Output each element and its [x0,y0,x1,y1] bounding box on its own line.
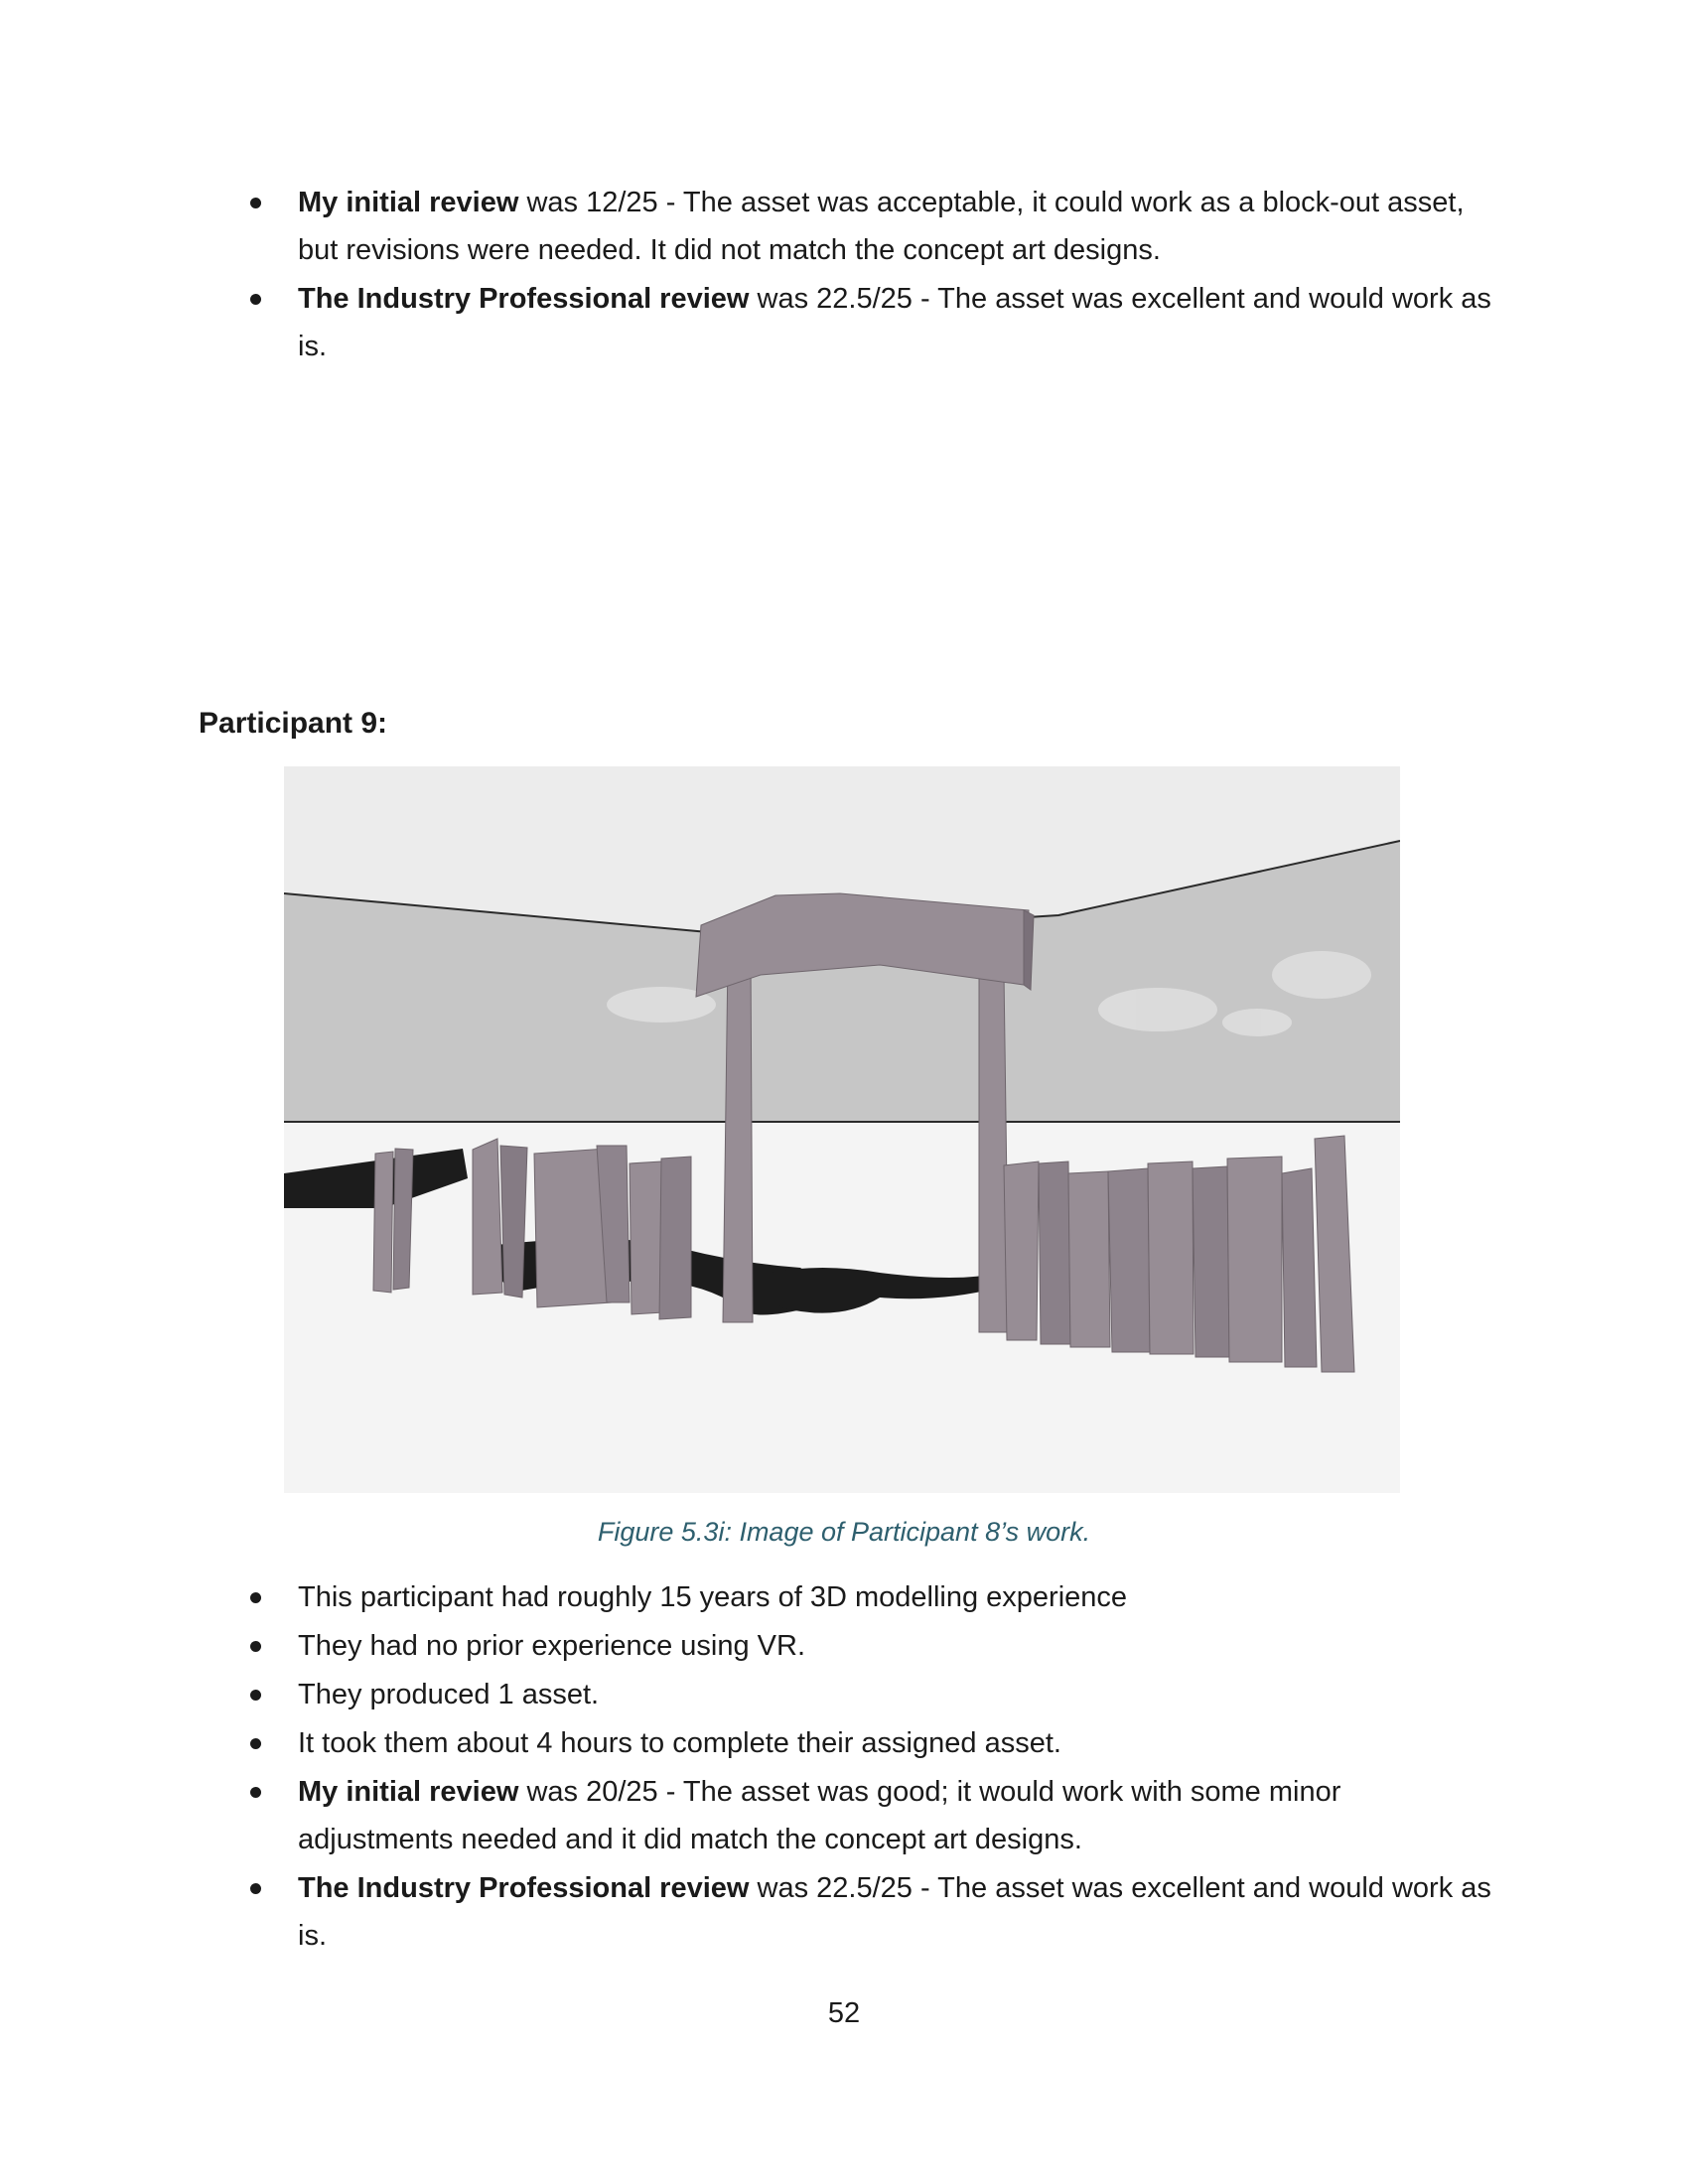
bullet-icon [250,1787,261,1798]
list-item [248,1622,1499,1670]
list-item-bold: My initial review [298,187,519,218]
participant-work-image [284,766,1400,1493]
list-item-text: was 20/25 - The asset was good; it would work with some minor adjustments needed and it did match the concept art designs. [298,1776,1341,1855]
page-number: 52 [827,1997,861,2029]
bullet-icon [250,198,261,208]
bullet-icon [250,1592,261,1603]
list-item-bold: My initial review [298,1776,519,1808]
list-item [248,1573,1499,1621]
list-item [248,179,1499,274]
list-item [248,1719,1499,1767]
bullet-icon [250,1738,261,1749]
bullet-icon [250,1883,261,1894]
list-item-bold: The Industry Professional review [298,1872,750,1904]
list-item-text: was 22.5/25 - The asset was excellent and would work as is. [298,1872,1491,1952]
list-item-text: They produced 1 asset. [298,1679,600,1710]
review-list-previous [248,179,1499,371]
list-item-bold: The Industry Professional review [298,283,750,315]
figure-caption: Figure 5.3i: Image of Participant 8’s work. [597,1517,1091,1547]
list-item-text: They had no prior experience using VR. [298,1630,806,1662]
bullet-icon [250,1641,261,1652]
bullet-icon [250,294,261,305]
list-item-text: was 12/25 - The asset was acceptable, it could work as a block-out asset, but revisions were needed. It did not match the concept art designs. [298,187,1465,266]
list-item [248,1864,1499,1960]
list-item-text: It took them about 4 hours to complete their assigned asset. [298,1727,1061,1759]
list-item [248,275,1499,370]
list-item [248,1671,1499,1718]
list-item-text: This participant had roughly 15 years of 3D modelling experience [298,1581,1128,1613]
bullet-icon [250,1690,261,1701]
section-heading: Participant 9: [199,707,388,740]
participant-9-details-list [248,1573,1499,1961]
list-item [248,1768,1499,1863]
list-item-text: was 22.5/25 - The asset was excellent and would work as is. [298,283,1491,362]
fence-right [1004,1136,1354,1372]
